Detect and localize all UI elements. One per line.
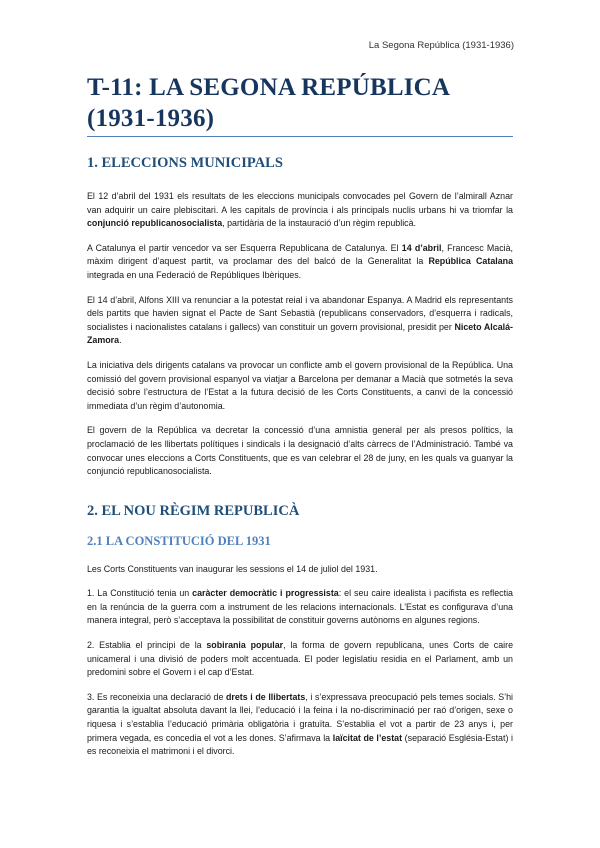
bold-term: conjunció republicanosocialista — [87, 218, 223, 229]
paragraph-12-abril — [87, 190, 513, 231]
text: : el seu caire idealista i pacifista es reflectia en la renúncia de la guerra com a instrument de les relacions internacionals. L’Estat es configurava d’una manera integral, però s’acceptava la possibilitat de constituir governs autònoms en algunes regions. — [87, 588, 513, 626]
bold-term: sobirania popular — [206, 640, 284, 651]
bold-term: laïcitat de l’estat — [332, 732, 403, 743]
paragraph-point-1 — [87, 587, 513, 628]
text: A Catalunya el partir vencedor va ser Esquerra Republicana de Catalunya. El — [87, 242, 402, 253]
text: 1. La Constitució tenia un — [87, 588, 193, 599]
document-body — [87, 72, 513, 759]
bold-term: Niceto Alcalá-Zamora — [87, 321, 513, 346]
paragraph-corts: Les Corts Constituents van inaugurar les sessions el 14 de juliol del 1931. — [87, 563, 378, 574]
text: El 14 d’abril, Alfons XIII va renunciar a la potestat reial i va abandonar Espanya. A Madrid els representants dels partits que havien signat el Pacte de Sant Sebastià (republicans conservadors, d’esquerra i radicals, socialistes i nacionalistes catalans i gallecs) van constituir un govern provisional, presidit per — [87, 294, 513, 332]
bold-term: 14 d’abril — [401, 242, 442, 253]
page-title-line-1: T-11: LA SEGONA REPÚBLICA — [87, 74, 451, 101]
running-header: La Segona República (1931-1936) — [368, 40, 514, 51]
page-title-line-2: (1931-1936) — [87, 105, 215, 132]
paragraph-point-3 — [87, 691, 513, 759]
section-heading-eleccions: 1. ELECCIONS MUNICIPALS — [87, 155, 283, 171]
text: . — [119, 335, 122, 346]
bold-term: República Catalana — [428, 256, 514, 267]
paragraph-iniciativa: La iniciativa dels dirigents catalans va provocar un conflicte amb el govern provisional de la República. Una comissió del govern provisional espanyol va viatjar a Barcelona per demanar a Macià que sotmetés la seva decisió sobre l’estructura de l’Estat a la futura decisió de les Corts Constituents, a canvi de la concessió immediata d’un règim d’autonomia. — [87, 359, 513, 411]
section-heading-nou-regim: 2. EL NOU RÈGIM REPUBLICÀ — [87, 502, 300, 519]
text: El 12 d’abril del 1931 els resultats de les eleccions municipals convocades pel Govern de l’almirall Aznar van adquirir un caire plebiscitari. A les capitals de província i als principals nuclis urbans hi va triomfar la — [87, 191, 513, 215]
bold-term: caràcter democràtic i progressista — [192, 588, 339, 599]
text: integrada en una Federació de Repúbliques Ibèriques. — [87, 269, 302, 280]
page-title — [87, 72, 513, 137]
text: (separació Església-Estat) i es reconeixia el matrimoni i el divorci. — [87, 732, 513, 757]
paragraph-amnistia: El govern de la República va decretar la concessió d’una amnistia general per als presos polítics, la proclamació de les llibertats polítiques i sindicals i la designació d’alts càrrecs de l’Administració. També va convocar unes eleccions a Corts Constituents, que es van celebrar el 28 de juny, en les quals va guanyar la conjunció republicanosocialista. — [87, 425, 513, 477]
paragraph-catalunya — [87, 242, 513, 283]
text: , la forma de govern republicana, unes Corts de caire unicameral i una divisió de poders molt accentuada. El poder legislatiu residia en el Parlament, amb un predomini sobre el Govern i el cap d’Estat. — [87, 640, 513, 678]
subsection-heading-constitucio: 2.1 LA CONSTITUCIÓ DEL 1931 — [87, 533, 271, 548]
text: 3. Es reconeixia una declaració de — [87, 691, 226, 702]
text: , partidària de la instauració d’un règim republicà. — [222, 218, 417, 229]
text: , i s’expressava preocupació pels temes socials. S’hi garantia la igualtat absoluta davant la llei, l’educació i la feina i la no-discriminació per raó d’origen, sexe o riquesa i s’establia l’educació primària obligatòria i gratuïta. S’establia el vot a partir de 23 anys i, per primera vegada, es concedia el vot a les dones. S’afirmava la — [87, 691, 513, 743]
paragraph-point-2 — [87, 639, 513, 680]
paragraph-alfons-xiii — [87, 294, 513, 348]
bold-term: drets i de llibertats — [225, 691, 306, 702]
text: , Francesc Macià, màxim dirigent d’aquest partit, va proclamar des del balcó de la Generalitat la — [87, 242, 513, 267]
text: 2. Establia el principi de la — [87, 640, 207, 651]
